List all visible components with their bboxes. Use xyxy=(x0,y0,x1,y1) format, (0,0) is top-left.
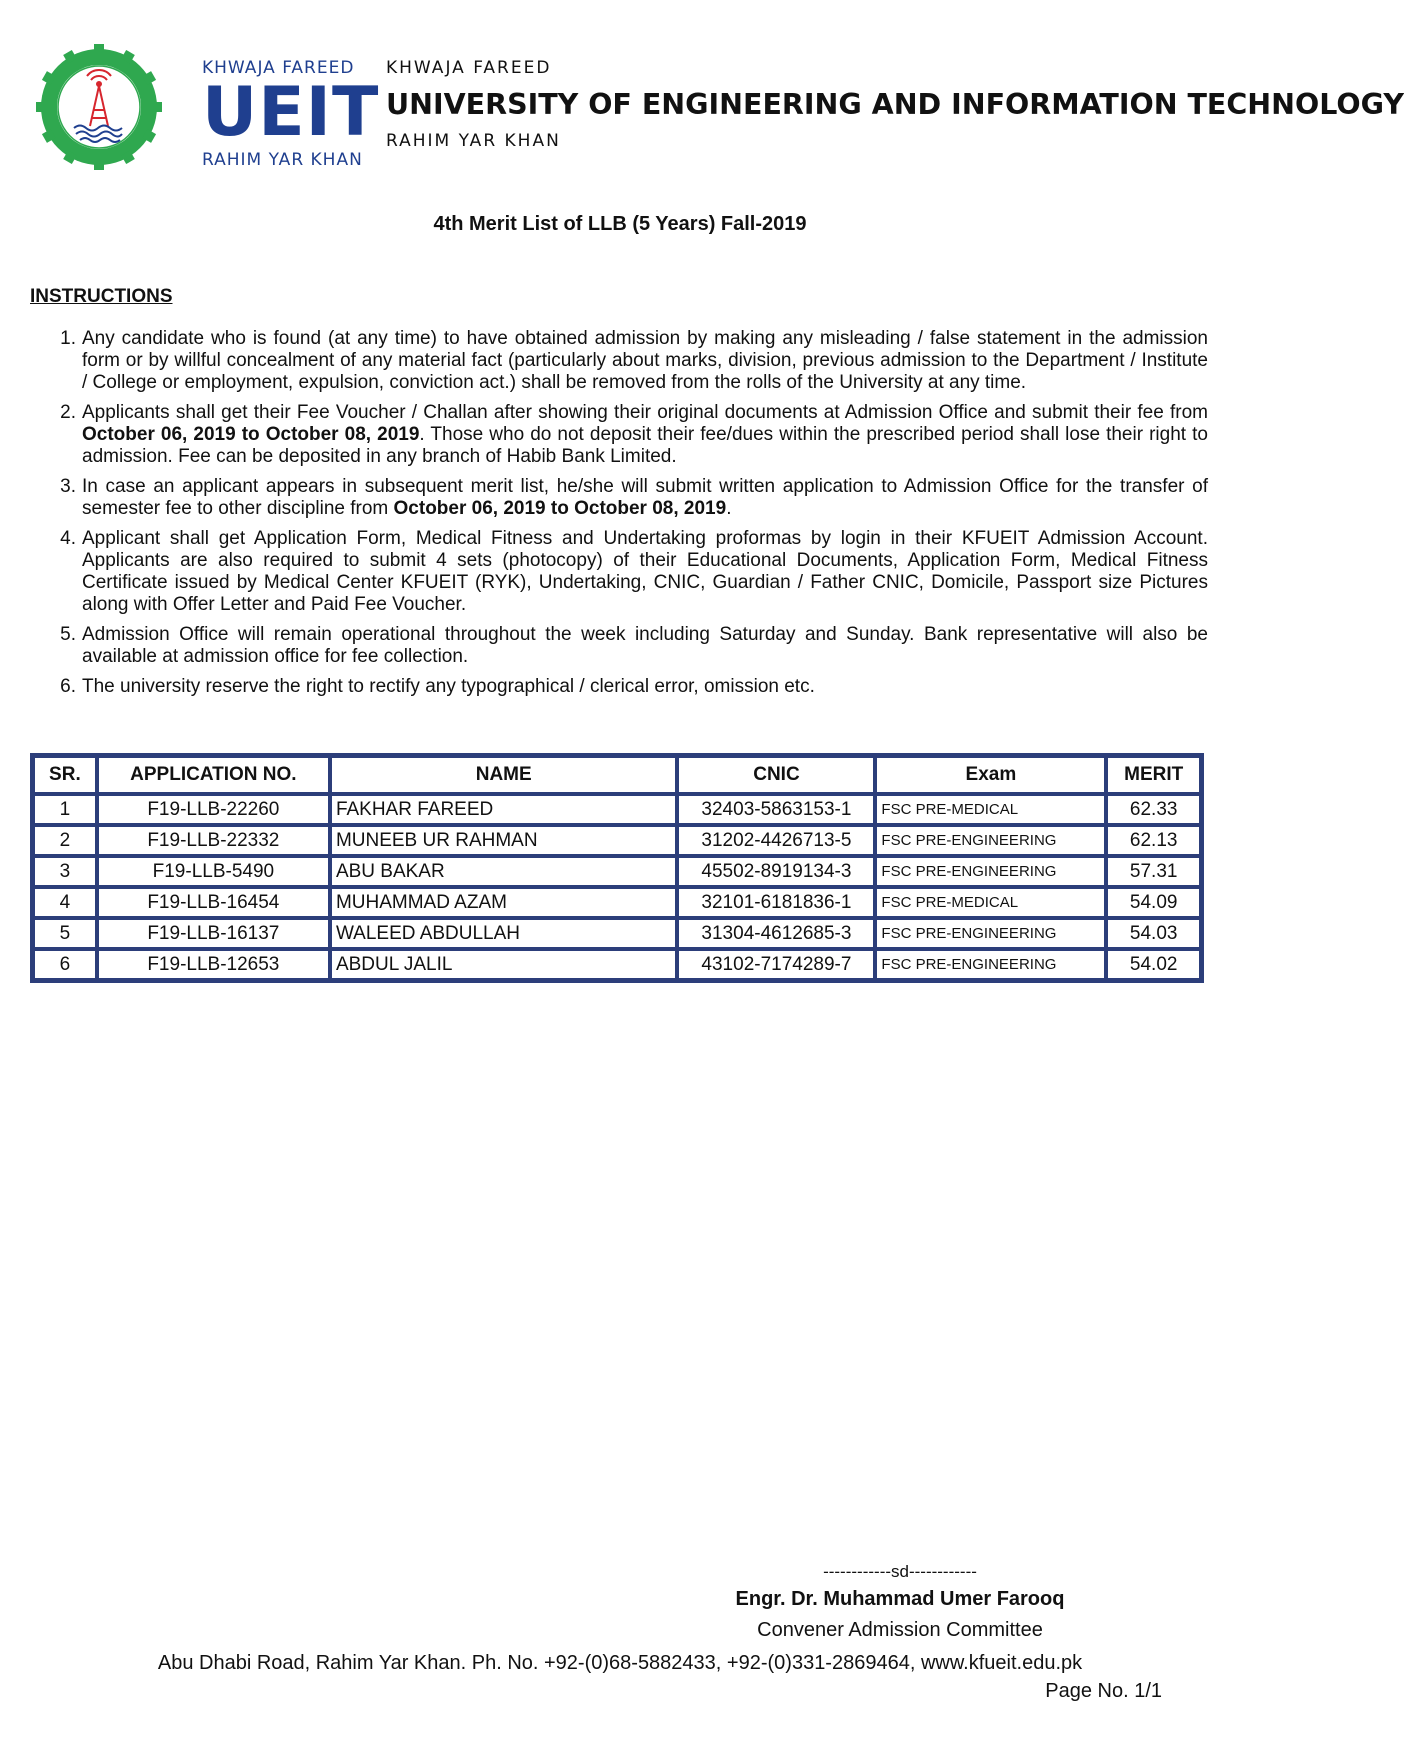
cell-name: WALEED ABDULLAH xyxy=(330,918,678,949)
signature-mark: ------------sd------------ xyxy=(823,1562,977,1581)
cell-sr: 2 xyxy=(33,825,97,856)
cell-exam: FSC PRE-ENGINEERING xyxy=(875,918,1106,949)
cell-exam: FSC PRE-ENGINEERING xyxy=(875,856,1106,887)
short-brand xyxy=(202,58,380,170)
table-row xyxy=(33,794,1201,825)
cell-sr: 4 xyxy=(33,887,97,918)
instruction-text: Admission Office will remain operational throughout the week including Saturday and Sunday. Bank representative will also be available at admission office for fee collection. xyxy=(82,624,1208,667)
cell-name: MUHAMMAD AZAM xyxy=(330,887,678,918)
instruction-item xyxy=(48,402,1208,468)
cell-merit: 62.33 xyxy=(1106,794,1201,825)
cell-sr: 1 xyxy=(33,794,97,825)
cell-exam: FSC PRE-MEDICAL xyxy=(875,794,1106,825)
instruction-text-post: . xyxy=(726,498,732,519)
instruction-text: Applicant shall get Application Form, Medical Fitness and Undertaking proformas by login in their KFUEIT Admission Account. Applicants are also required to submit 4 sets (photocopy) of their Educational Documents, Application Form, Medical Fitness Certificate issued by Medical Center KFUEIT (RYK), Undertaking, CNIC, Guardian / Father CNIC, Domicile, Passport size Pictures along with Offer Letter and Paid Fee Voucher. xyxy=(82,528,1208,615)
university-name: UNIVERSITY OF ENGINEERING AND INFORMATION TECHNOLOGY xyxy=(386,88,1404,121)
instruction-text-pre: Applicants shall get their Fee Voucher / Challan after showing their original documents at Admission Office and submit their fee from xyxy=(82,402,1208,423)
table-row xyxy=(33,918,1201,949)
cell-cnic: 32403-5863153-1 xyxy=(677,794,875,825)
instruction-number: 3. xyxy=(60,476,76,497)
instruction-number: 1. xyxy=(60,328,76,349)
instruction-text xyxy=(82,476,1208,520)
full-brand xyxy=(386,58,1404,151)
instruction-number: 2. xyxy=(60,402,76,423)
instruction-item xyxy=(48,476,1208,520)
instruction-text-post: . Those who do not deposit their fee/dues within the prescribed period shall lose their right to admission. Fee can be deposited in any branch of Habib Bank Limited. xyxy=(82,424,1208,467)
full-brand-top: KHWAJA FAREED xyxy=(386,58,552,78)
letterhead xyxy=(36,40,1404,200)
cell-name: FAKHAR FAREED xyxy=(330,794,678,825)
instruction-date-range: October 06, 2019 to October 08, 2019 xyxy=(82,424,420,445)
cell-application-no: F19-LLB-16137 xyxy=(97,918,330,949)
table-row xyxy=(33,887,1201,918)
cell-cnic: 31304-4612685-3 xyxy=(677,918,875,949)
footer-address: Abu Dhabi Road, Rahim Yar Khan. Ph. No. +92-(0)68-5882433, +92-(0)331-2869464, www.kfueit.edu.pk xyxy=(157,1652,1083,1674)
instructions-heading: INSTRUCTIONS xyxy=(30,286,173,307)
instruction-item xyxy=(48,624,1208,668)
instruction-item xyxy=(48,528,1208,616)
table-row xyxy=(33,856,1201,887)
cell-application-no: F19-LLB-16454 xyxy=(97,887,330,918)
university-seal-logo xyxy=(36,44,162,170)
cell-cnic: 43102-7174289-7 xyxy=(677,949,875,980)
table-header-row xyxy=(33,756,1201,794)
short-brand-abbr: UEIT xyxy=(202,73,380,152)
cell-exam: FSC PRE-ENGINEERING xyxy=(875,825,1106,856)
instruction-date-range: October 06, 2019 to October 08, 2019 xyxy=(393,498,727,519)
instruction-item xyxy=(48,328,1208,394)
column-header-cnic: CNIC xyxy=(677,756,875,794)
instruction-number: 4. xyxy=(60,528,76,549)
cell-merit: 62.13 xyxy=(1106,825,1201,856)
column-header-application-no: APPLICATION NO. xyxy=(97,756,330,794)
instruction-text: Any candidate who is found (at any time) to have obtained admission by making any misleading / false statement in the admission form or by willful concealment of any material fact (particularly about marks, division, previous admission to the Department / Institute / College or employment, expulsion, conviction act.) shall be removed from the rolls of the University at any time. xyxy=(82,328,1208,393)
instruction-number: 5. xyxy=(60,624,76,645)
full-brand-bottom: RAHIM YAR KHAN xyxy=(386,131,561,151)
instruction-text xyxy=(82,402,1208,468)
cell-application-no: F19-LLB-22332 xyxy=(97,825,330,856)
cell-name: ABU BAKAR xyxy=(330,856,678,887)
cell-merit: 54.03 xyxy=(1106,918,1201,949)
instruction-item xyxy=(48,676,1208,698)
cell-cnic: 32101-6181836-1 xyxy=(677,887,875,918)
cell-application-no: F19-LLB-12653 xyxy=(97,949,330,980)
document-title: 4th Merit List of LLB (5 Years) Fall-2019 xyxy=(433,213,807,235)
cell-name: MUNEEB UR RAHMAN xyxy=(330,825,678,856)
cell-merit: 54.02 xyxy=(1106,949,1201,980)
table-row xyxy=(33,949,1201,980)
cell-sr: 3 xyxy=(33,856,97,887)
cell-merit: 54.09 xyxy=(1106,887,1201,918)
instruction-number: 6. xyxy=(60,676,76,697)
cell-cnic: 45502-8919134-3 xyxy=(677,856,875,887)
cell-sr: 5 xyxy=(33,918,97,949)
page-number: Page No. 1/1 xyxy=(1045,1680,1162,1702)
table-row xyxy=(33,825,1201,856)
column-header-name: NAME xyxy=(330,756,678,794)
short-brand-top: KHWAJA FAREED xyxy=(202,58,355,78)
cell-sr: 6 xyxy=(33,949,97,980)
signature-block xyxy=(700,1562,1100,1642)
instruction-text-pre: In case an applicant appears in subsequent merit list, he/she will submit written application to Admission Office for the transfer of semester fee to other discipline from xyxy=(82,476,1208,519)
signer-name: Engr. Dr. Muhammad Umer Farooq xyxy=(735,1588,1065,1610)
signer-role: Convener Admission Committee xyxy=(757,1619,1043,1641)
column-header-sr: SR. xyxy=(33,756,97,794)
instruction-text: The university reserve the right to rectify any typographical / clerical error, omission etc. xyxy=(82,676,815,697)
cell-application-no: F19-LLB-22260 xyxy=(97,794,330,825)
cell-cnic: 31202-4426713-5 xyxy=(677,825,875,856)
short-brand-bottom: RAHIM YAR KHAN xyxy=(202,150,363,170)
instructions-list xyxy=(48,328,1208,706)
column-header-merit: MERIT xyxy=(1106,756,1201,794)
cell-name: ABDUL JALIL xyxy=(330,949,678,980)
cell-exam: FSC PRE-ENGINEERING xyxy=(875,949,1106,980)
merit-list-table xyxy=(30,753,1204,983)
cell-exam: FSC PRE-MEDICAL xyxy=(875,887,1106,918)
column-header-exam: Exam xyxy=(875,756,1106,794)
cell-application-no: F19-LLB-5490 xyxy=(97,856,330,887)
cell-merit: 57.31 xyxy=(1106,856,1201,887)
